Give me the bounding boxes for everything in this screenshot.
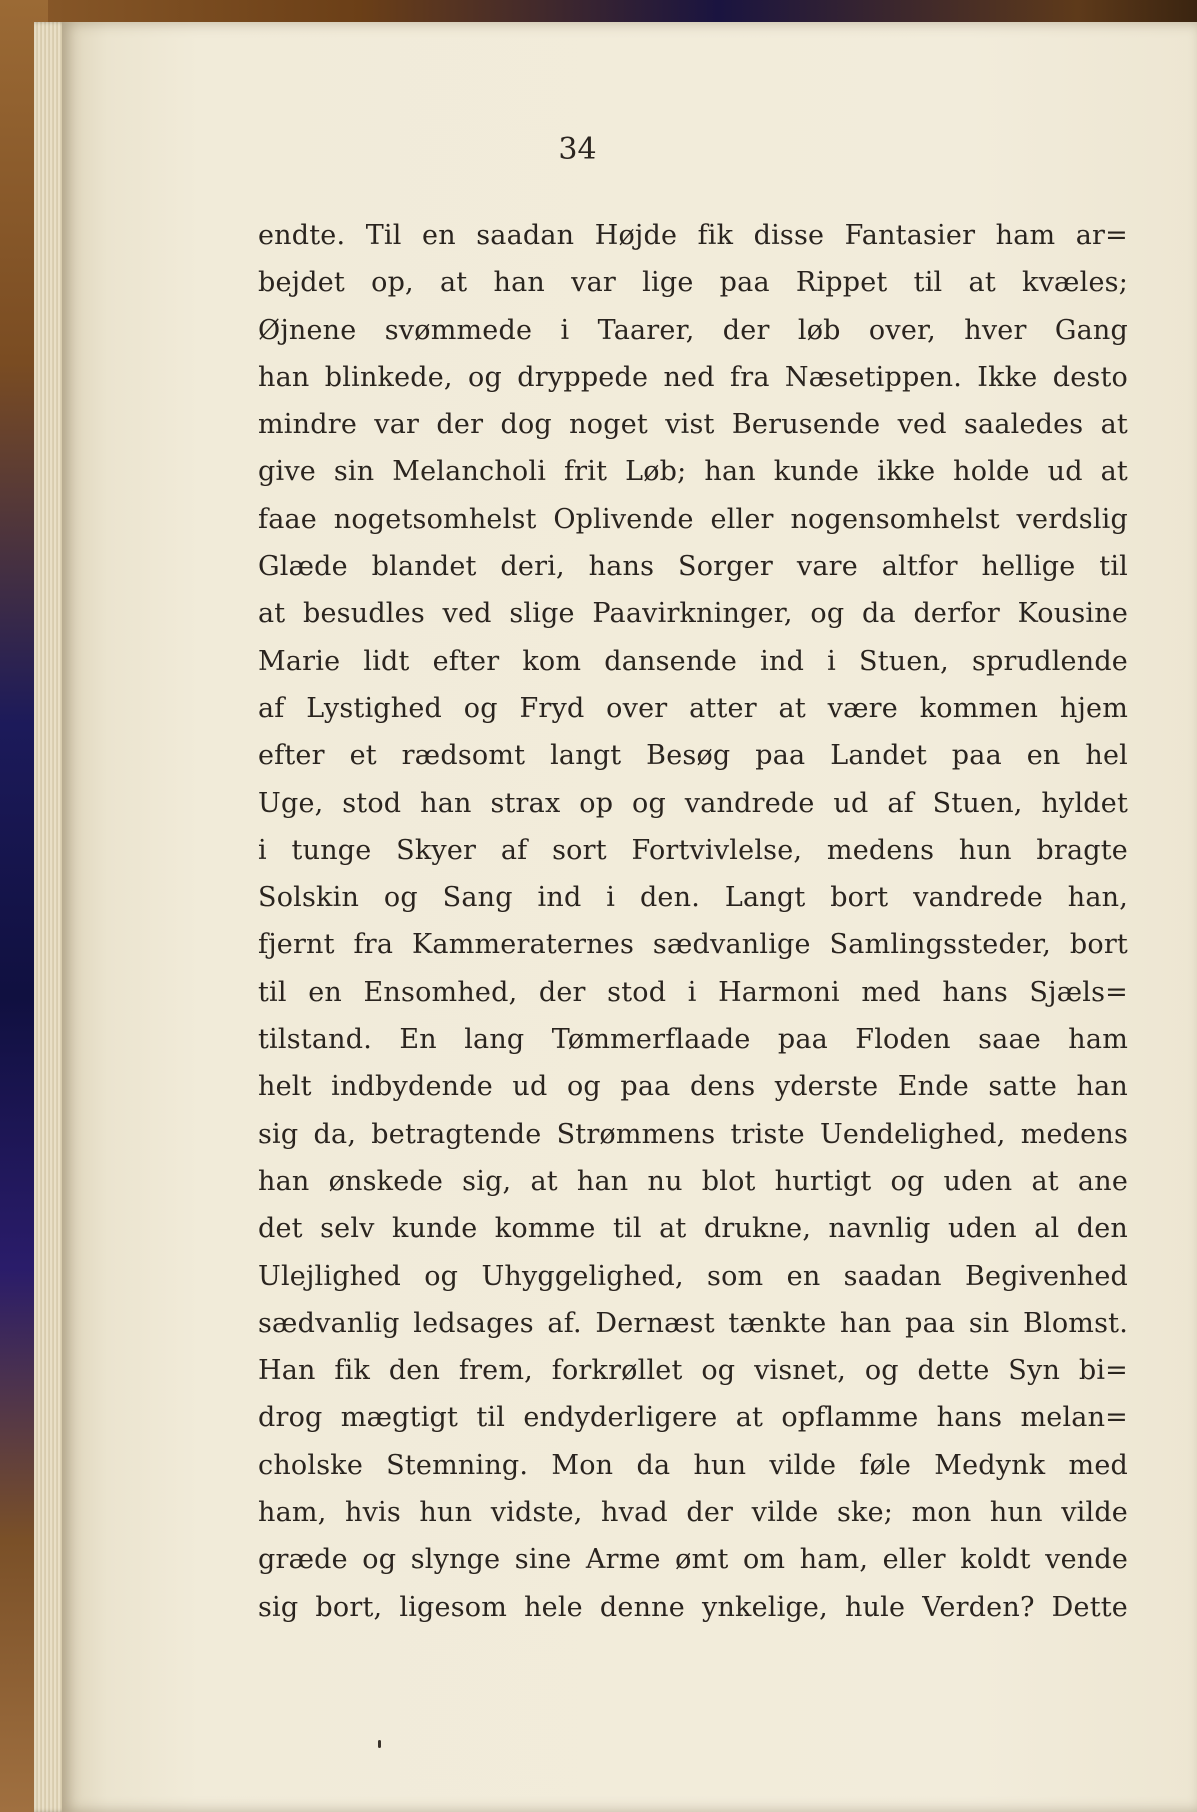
text-line: Øjnene svømmede i Taarer, der løb over, hver Gang <box>258 314 1128 346</box>
page-number: 34 <box>558 132 597 167</box>
text-line: cholske Stemning. Mon da hun vilde føle Medynk med <box>258 1449 1128 1481</box>
text-line: drog mægtigt til endyderligere at opflamme hans melan= <box>258 1402 1128 1434</box>
text-line: bejdet op, at han var lige paa Rippet til at kvæles; <box>258 267 1128 299</box>
text-line: faae nogetsomhelst Oplivende eller nogensomhelst verdslig <box>258 503 1128 535</box>
text-line: efter et rædsomt langt Besøg paa Landet paa en hel <box>258 740 1128 772</box>
text-line: at besudles ved slige Paavirkninger, og da derfor Kousine <box>258 598 1128 630</box>
book-cover-top-edge <box>0 0 1197 22</box>
text-line: af Lystighed og Fryd over atter at være kommen hjem <box>258 692 1128 724</box>
text-line: sædvanlig ledsages af. Dernæst tænkte han paa sin Blomst. <box>258 1307 1128 1339</box>
text-line: Glæde blandet deri, hans Sorger vare altfor hellige til <box>258 551 1128 583</box>
text-line: han blinkede, og dryppede ned fra Næsetippen. Ikke desto <box>258 361 1128 393</box>
text-line: i tunge Skyer af sort Fortvivlelse, medens hun bragte <box>258 834 1128 866</box>
text-line: han ønskede sig, at han nu blot hurtigt og uden at ane <box>258 1165 1128 1197</box>
text-line: det selv kunde komme til at drukne, navnlig uden al den <box>258 1213 1128 1245</box>
text-line: fjernt fra Kammeraternes sædvanlige Samlingssteder, bort <box>258 929 1128 961</box>
text-line: sig bort, ligesom hele denne ynkelige, hule Verden? Dette <box>258 1591 1128 1623</box>
paper-speck <box>378 1740 381 1748</box>
text-line: Uge, stod han strax op og vandrede ud af Stuen, hyldet <box>258 787 1128 819</box>
text-line: Solskin og Sang ind i den. Langt bort vandrede han, <box>258 882 1128 914</box>
page-body-text <box>258 212 1128 1631</box>
text-line: helt indbydende ud og paa dens yderste Ende satte han <box>258 1071 1128 1103</box>
text-line: give sin Melancholi frit Løb; han kunde ikke holde ud at <box>258 456 1128 488</box>
text-line: tilstand. En lang Tømmerflaade paa Floden saae ham <box>258 1024 1128 1056</box>
text-line: græde og slynge sine Arme ømt om ham, eller koldt vende <box>258 1544 1128 1576</box>
text-line: endte. Til en saadan Højde fik disse Fantasier ham ar= <box>258 220 1128 251</box>
text-line: til en Ensomhed, der stod i Harmoni med hans Sjæls= <box>258 976 1128 1008</box>
text-line: Marie lidt efter kom dansende ind i Stuen, sprudlende <box>258 645 1128 677</box>
text-line: sig da, betragtende Strømmens triste Uendelighed, medens <box>258 1118 1128 1150</box>
text-line: Han fik den frem, forkrøllet og visnet, og dette Syn bi= <box>258 1355 1128 1387</box>
text-line: Ulejlighed og Uhyggelighed, som en saadan Begivenhed <box>258 1260 1128 1292</box>
book-page <box>62 22 1197 1812</box>
text-line: ham, hvis hun vidste, hvad der vilde ske; mon hun vilde <box>258 1497 1128 1529</box>
text-line: mindre var der dog noget vist Berusende ved saaledes at <box>258 409 1128 441</box>
